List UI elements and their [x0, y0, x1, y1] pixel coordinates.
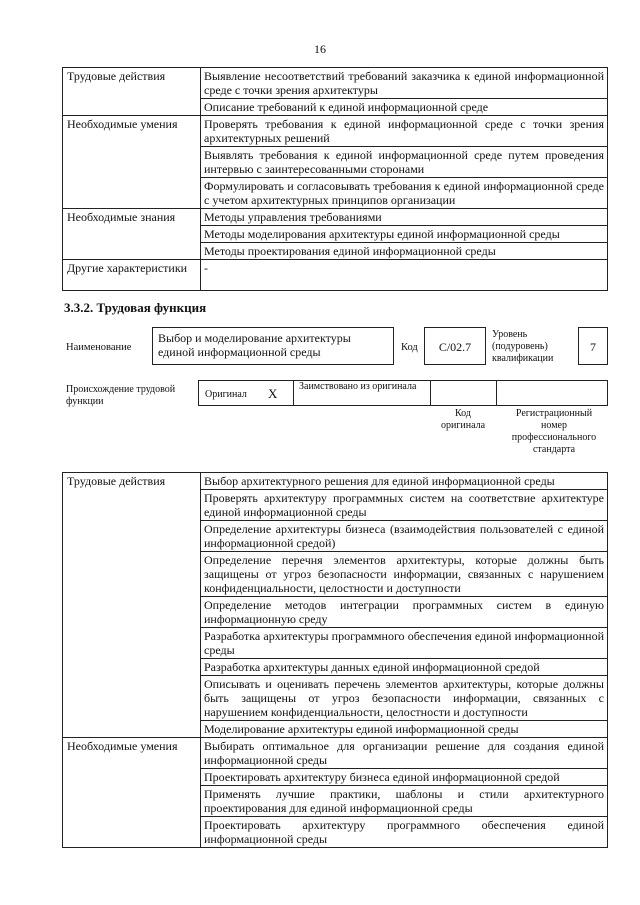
table-cell: Проверять требования к единой информационной среде с точки зрения архитектурных решений [201, 116, 608, 147]
table-cell: Формулировать и согласовывать требования к единой информационной среде с учетом архитектурных принципов организации [201, 178, 608, 209]
table-cell: - [201, 260, 608, 291]
row-label: Другие характеристики [63, 260, 201, 291]
table-cell: Проектировать архитектуру программного обеспечения единой информационной среды [201, 817, 608, 848]
function-name-box [152, 327, 394, 365]
name-label: Наименование [66, 342, 132, 353]
level-label: Уровень (подуровень) квалификации [492, 329, 554, 364]
table-cell: Моделирование архитектуры единой информационной среды [201, 721, 608, 738]
row-label: Необходимые знания [63, 209, 201, 260]
table-cell: Выявлять требования к единой информационной среде путем проведения интервью с заинтересованными сторонами [201, 147, 608, 178]
table-cell: Методы управления требованиями [201, 209, 608, 226]
original-code-caption: Код оригинала [440, 408, 486, 431]
level-box [578, 327, 608, 365]
table-cell: Выявление несоответствий требований заказчика к единой информационной среде с точки зрения архитектуры [201, 68, 608, 99]
table-cell: Описывать и оценивать перечень элементов архитектуры, которые должны быть защищены от угроз безопасности информации, связанных с нарушением конфиденциальности, целостности и доступности [201, 676, 608, 721]
table-cell: Проектировать архитектуру бизнеса единой информационной средой [201, 769, 608, 786]
function-code-box [424, 327, 486, 365]
table-row [63, 116, 608, 147]
table-row [63, 68, 608, 99]
table-cell: Выбирать оптимальное для организации решение для создания единой информационной среды [201, 738, 608, 769]
function-code: C/02.7 [438, 340, 472, 354]
divider [496, 380, 497, 406]
competency-table-2 [62, 472, 608, 848]
table-row [63, 260, 608, 291]
original-mark: X [268, 386, 278, 401]
table-cell: Разработка архитектуры программного обеспечения единой информационной среды [201, 628, 608, 659]
table-cell: Описание требований к единой информационной среде [201, 99, 608, 116]
code-label: Код [401, 342, 418, 353]
table-row [63, 738, 608, 769]
table-cell: Определение перечня элементов архитектуры, которые должны быть защищены от угроз безопасности информации, связанных с нарушением конфиденциальности, целостности и доступности [201, 552, 608, 597]
section-heading: 3.3.2. Трудовая функция [64, 300, 207, 315]
original-label: Оригинал [205, 389, 247, 400]
row-label: Трудовые действия [63, 68, 201, 116]
table-cell: Определение методов интеграции программных систем в единую информационную среду [201, 597, 608, 628]
origin-label: Происхождение трудовой функции [66, 384, 176, 407]
row-label: Трудовые действия [63, 473, 201, 738]
table-cell: Методы моделирования архитектуры единой информационной среды [201, 226, 608, 243]
table-cell: Разработка архитектуры данных единой информационной средой [201, 659, 608, 676]
table-cell: Выбор архитектурного решения для единой информационной среды [201, 473, 608, 490]
divider [430, 380, 431, 406]
row-label: Необходимые умения [63, 738, 201, 848]
registration-number-caption: Регистрационный номер профессионального стандарта [511, 408, 597, 455]
divider [293, 380, 294, 406]
table-cell: Методы проектирования единой информационной среды [201, 243, 608, 260]
row-label: Необходимые умения [63, 116, 201, 209]
table-cell: Определение архитектуры бизнеса (взаимодействия пользователей с единой информационной средой) [201, 521, 608, 552]
page-number: 16 [314, 42, 326, 56]
table-row [63, 209, 608, 226]
level-value: 7 [590, 340, 596, 354]
table-cell: Применять лучшие практики, шаблоны и стили архитектурного проектирования для единой информационной среды [201, 786, 608, 817]
table-row [63, 473, 608, 490]
function-name: Выбор и моделирование архитектуры единой информационной среды [158, 331, 351, 359]
borrowed-label: Заимствовано из оригинала [299, 381, 417, 392]
table-cell: Проверять архитектуру программных систем на соответствие архитектуре единой информационной среды [201, 490, 608, 521]
competency-table-1 [62, 67, 608, 291]
